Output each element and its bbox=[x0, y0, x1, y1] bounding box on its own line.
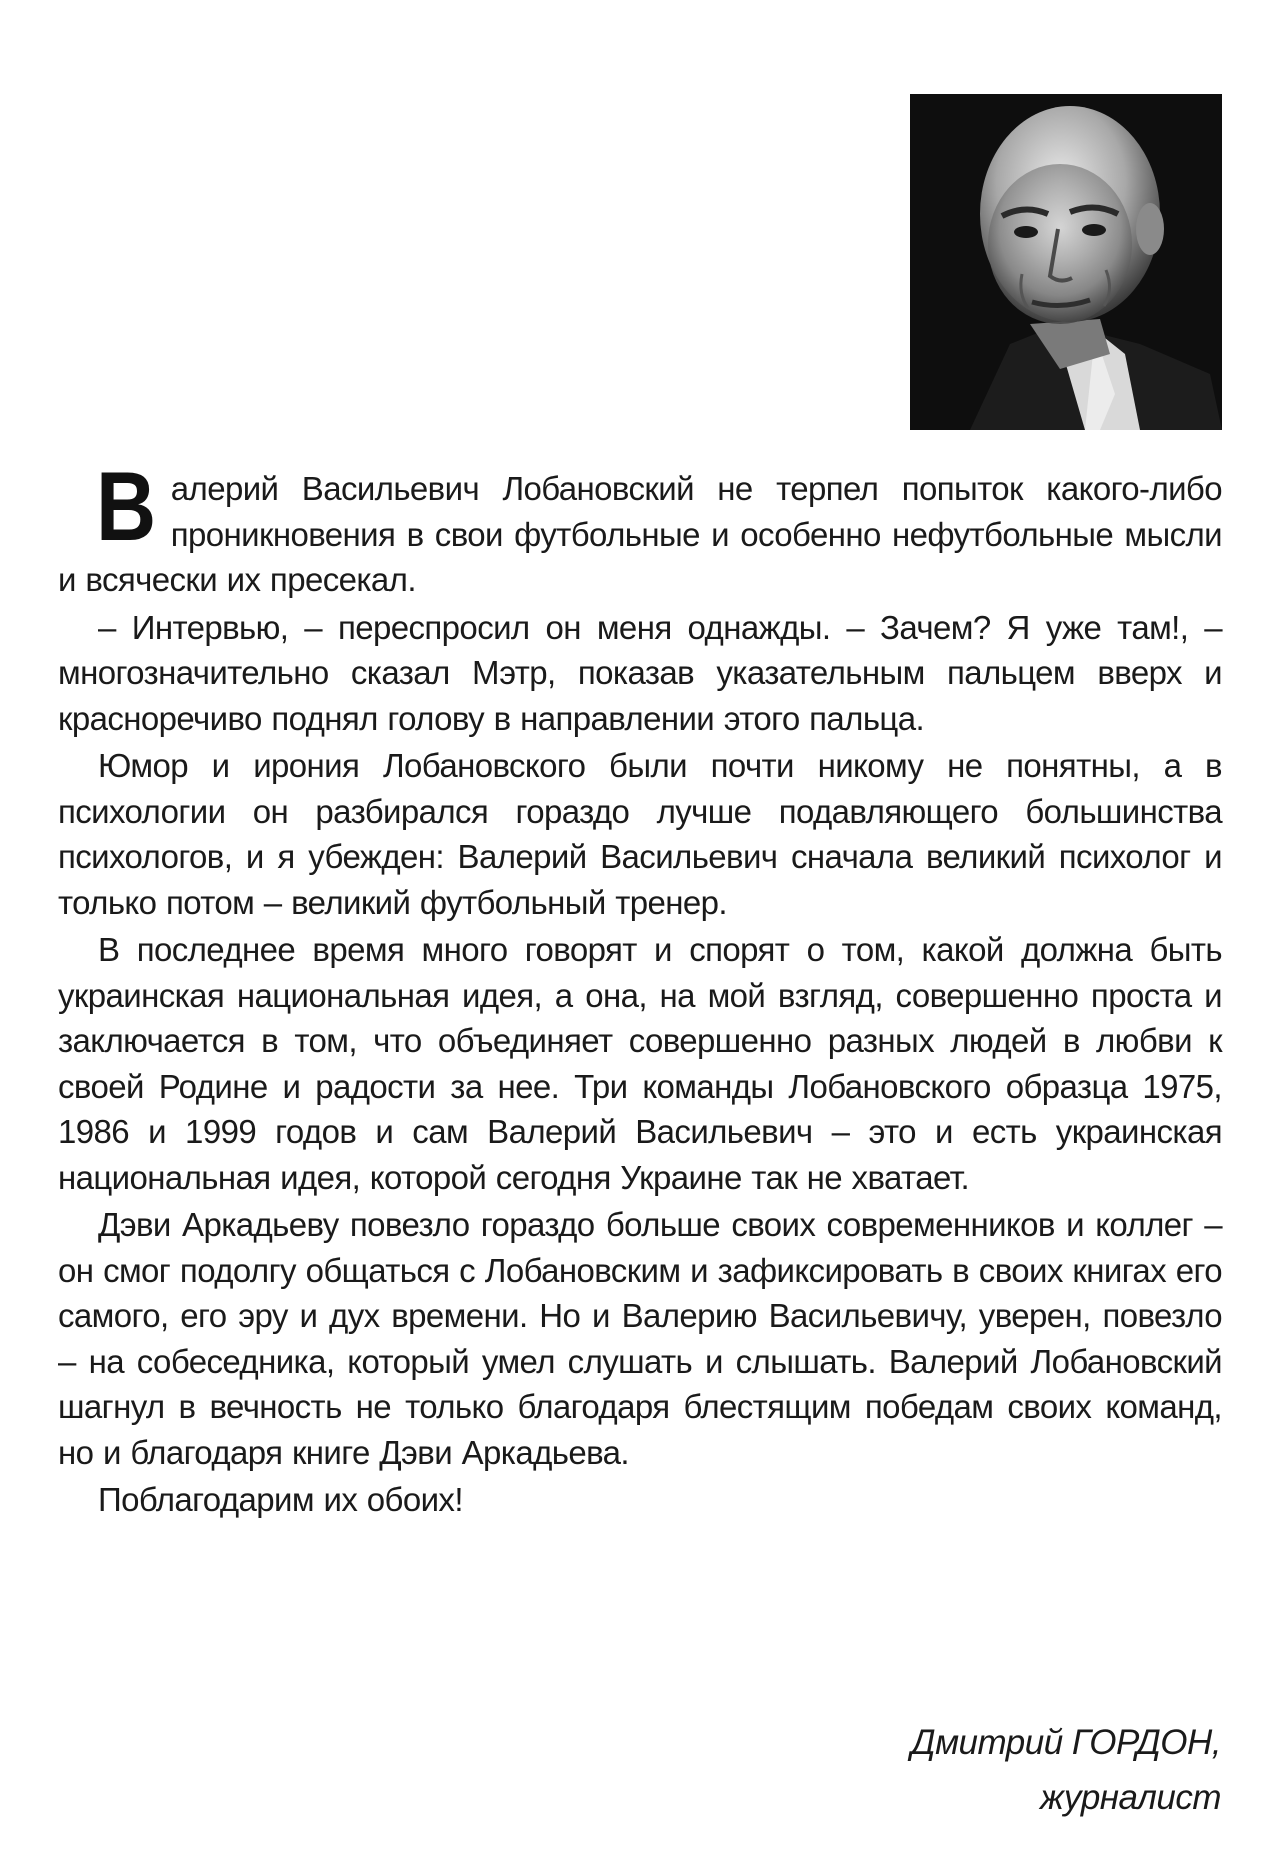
paragraph-3: Юмор и ирония Лобановского были почти никому не понятны, а в психологии он разбирался гораздо лучше подавляющего большинства психологов, и я убежден: Валерий Васильевич сначала великий психолог и только потом – великий футбольный тренер. bbox=[58, 747, 1222, 921]
paragraph-6: Поблагодарим их обоих! bbox=[98, 1481, 463, 1518]
paragraph-2: – Интервью, – переспросил он меня однажды. – Зачем? Я уже там!, – многозначительно сказал Мэтр, показав указательным пальцем вверх и красноречиво поднял голову в направлении этого пальца. bbox=[58, 608, 1222, 737]
paragraph-5: Дэви Аркадьеву повезло гораздо больше своих современников и коллег – он смог подолгу общаться с Лобановским и зафиксировать в своих книгах его самого, его эру и дух времени. Но и Валерию Васильевичу, уверен, повезло – на собеседника, который умел слушать и слышать. Валерий Лобановский шагнул в вечность не только благодаря блестящим победам своих команд, но и благодаря книге Дэви Аркадьева. bbox=[58, 1206, 1222, 1471]
portrait-image bbox=[910, 94, 1222, 430]
author-name: Дмитрий ГОРДОН, bbox=[910, 1723, 1221, 1762]
article-body bbox=[58, 451, 1222, 1525]
author-portrait-photo bbox=[910, 94, 1222, 430]
author-signature bbox=[911, 1715, 1221, 1825]
paragraph-1-text: алерий Васильевич Лобановский не терпел попыток какого-либо проникновения в свои футбольные и особенно нефутбольные мысли и всячески их пресекал. bbox=[58, 470, 1222, 598]
paragraph-4: В последнее время много говорят и спорят о том, какой должна быть украинская национальная идея, а она, на мой взгляд, совершенно проста и заключается в том, что объединяет совершенно разных людей в любви к своей Родине и радости за нее. Три команды Лобановского образца 1975, 1986 и 1999 годов и сам Валерий Васильевич – это и есть украинская национальная идея, которой сегодня Украине так не хватает. bbox=[58, 931, 1222, 1196]
drop-cap: В bbox=[96, 451, 155, 561]
author-role: журналист bbox=[1039, 1778, 1221, 1817]
paragraph-1 bbox=[58, 451, 1222, 603]
